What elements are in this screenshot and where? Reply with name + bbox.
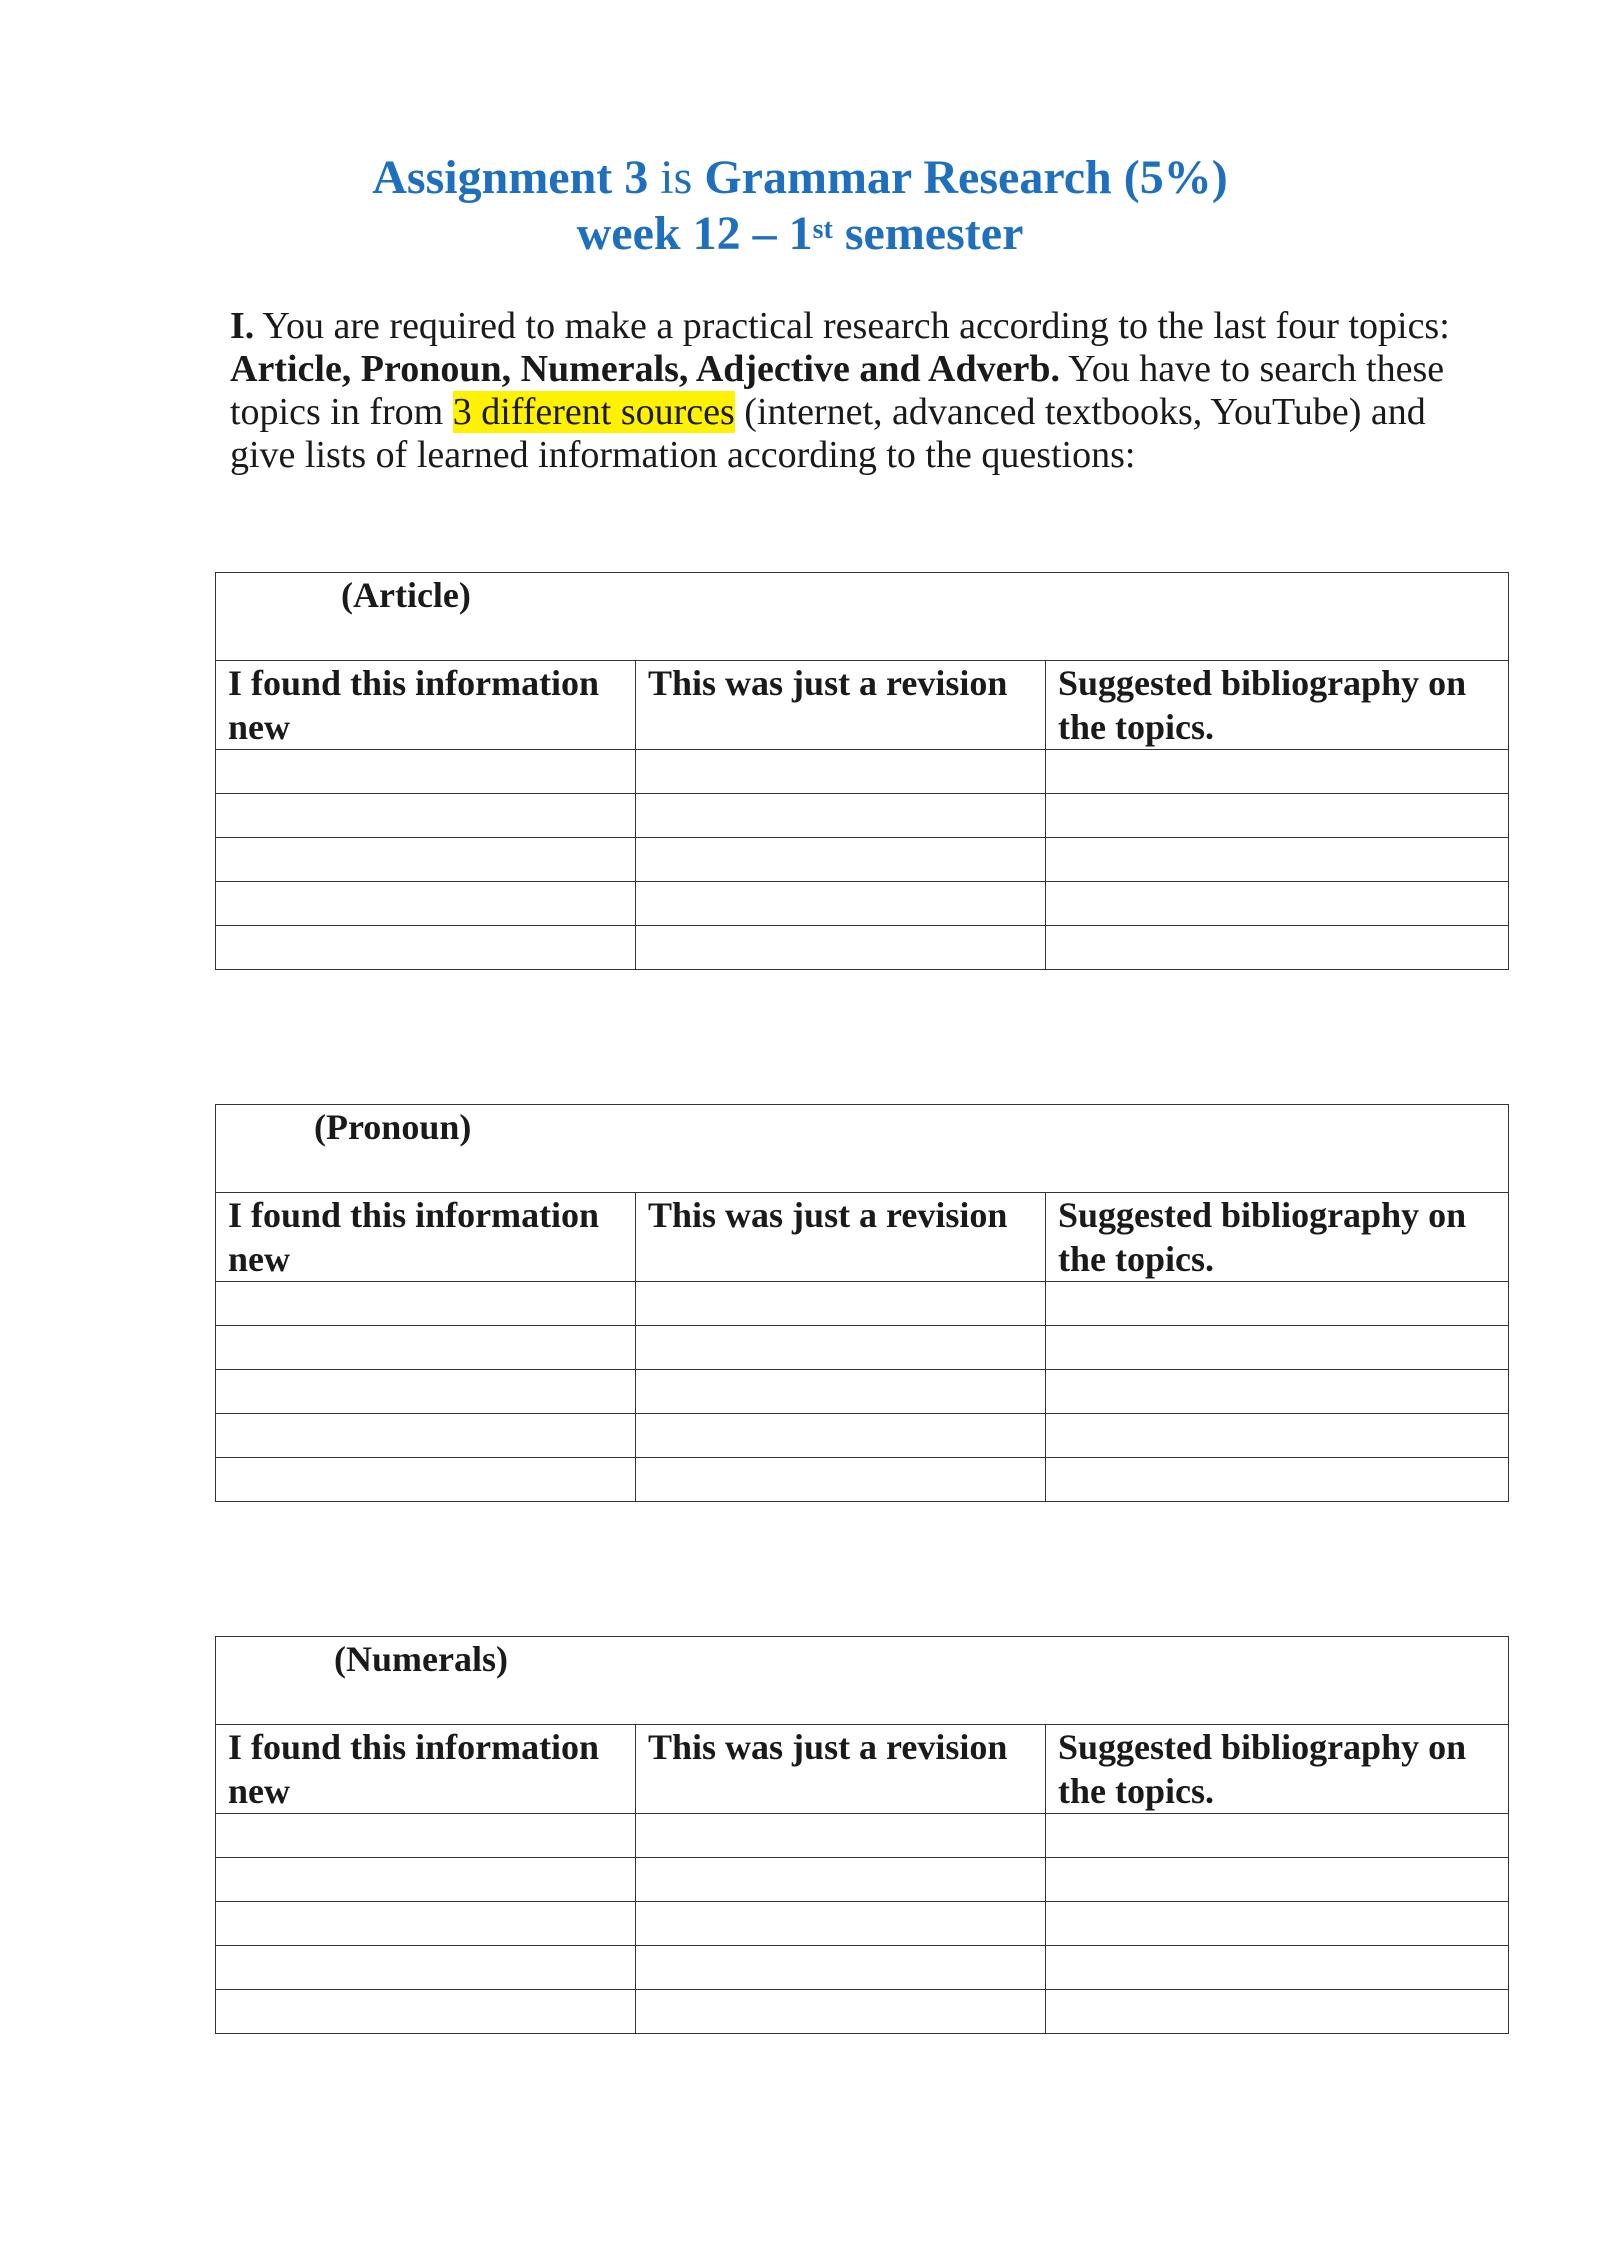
header-bibliography: Suggested bibliography on the topics. xyxy=(1046,1725,1509,1814)
table-row xyxy=(216,1458,1509,1502)
highlighted-sources: 3 different sources xyxy=(452,391,735,433)
instructions-paragraph: I. You are required to make a practical research according to the last four topics: Article, Pronoun, Numerals, Adjective and Adverb. You have to search these topics in from 3 different sources (internet, advanced textbooks, YouTube) and give lists of learned information according to the questions: xyxy=(230,305,1450,476)
research-table-numerals xyxy=(215,1636,1509,2034)
table-row xyxy=(216,794,1509,838)
table-row xyxy=(216,838,1509,882)
header-found-new: I found this information new xyxy=(216,661,636,750)
section-numeral: I. xyxy=(230,305,255,347)
header-revision: This was just a revision xyxy=(636,1725,1046,1814)
header-found-new: I found this information new xyxy=(216,1193,636,1282)
table-row xyxy=(216,926,1509,970)
table-topic: (Numerals) xyxy=(216,1637,1509,1725)
research-table-pronoun xyxy=(215,1104,1509,1502)
table-row xyxy=(216,750,1509,794)
table-topic: (Pronoun) xyxy=(216,1105,1509,1193)
title-line-2: week 12 – 1st semester xyxy=(576,207,1024,260)
header-bibliography: Suggested bibliography on the topics. xyxy=(1046,661,1509,750)
table-row xyxy=(216,1902,1509,1946)
table-row xyxy=(216,1326,1509,1370)
header-bibliography: Suggested bibliography on the topics. xyxy=(1046,1193,1509,1282)
topics-list: Article, Pronoun, Numerals, Adjective and Adverb. xyxy=(230,348,1060,390)
table-row xyxy=(216,1414,1509,1458)
research-table-article xyxy=(215,572,1509,970)
table-topic: (Article) xyxy=(216,573,1509,661)
document-title xyxy=(0,150,1600,262)
title-line-1: Assignment 3 is Grammar Research (5%) xyxy=(372,151,1228,204)
table-row xyxy=(216,1370,1509,1414)
header-revision: This was just a revision xyxy=(636,661,1046,750)
table-row xyxy=(216,1282,1509,1326)
table-row xyxy=(216,1858,1509,1902)
table-row xyxy=(216,1990,1509,2034)
table-row xyxy=(216,882,1509,926)
table-row xyxy=(216,1814,1509,1858)
header-revision: This was just a revision xyxy=(636,1193,1046,1282)
header-found-new: I found this information new xyxy=(216,1725,636,1814)
table-row xyxy=(216,1946,1509,1990)
